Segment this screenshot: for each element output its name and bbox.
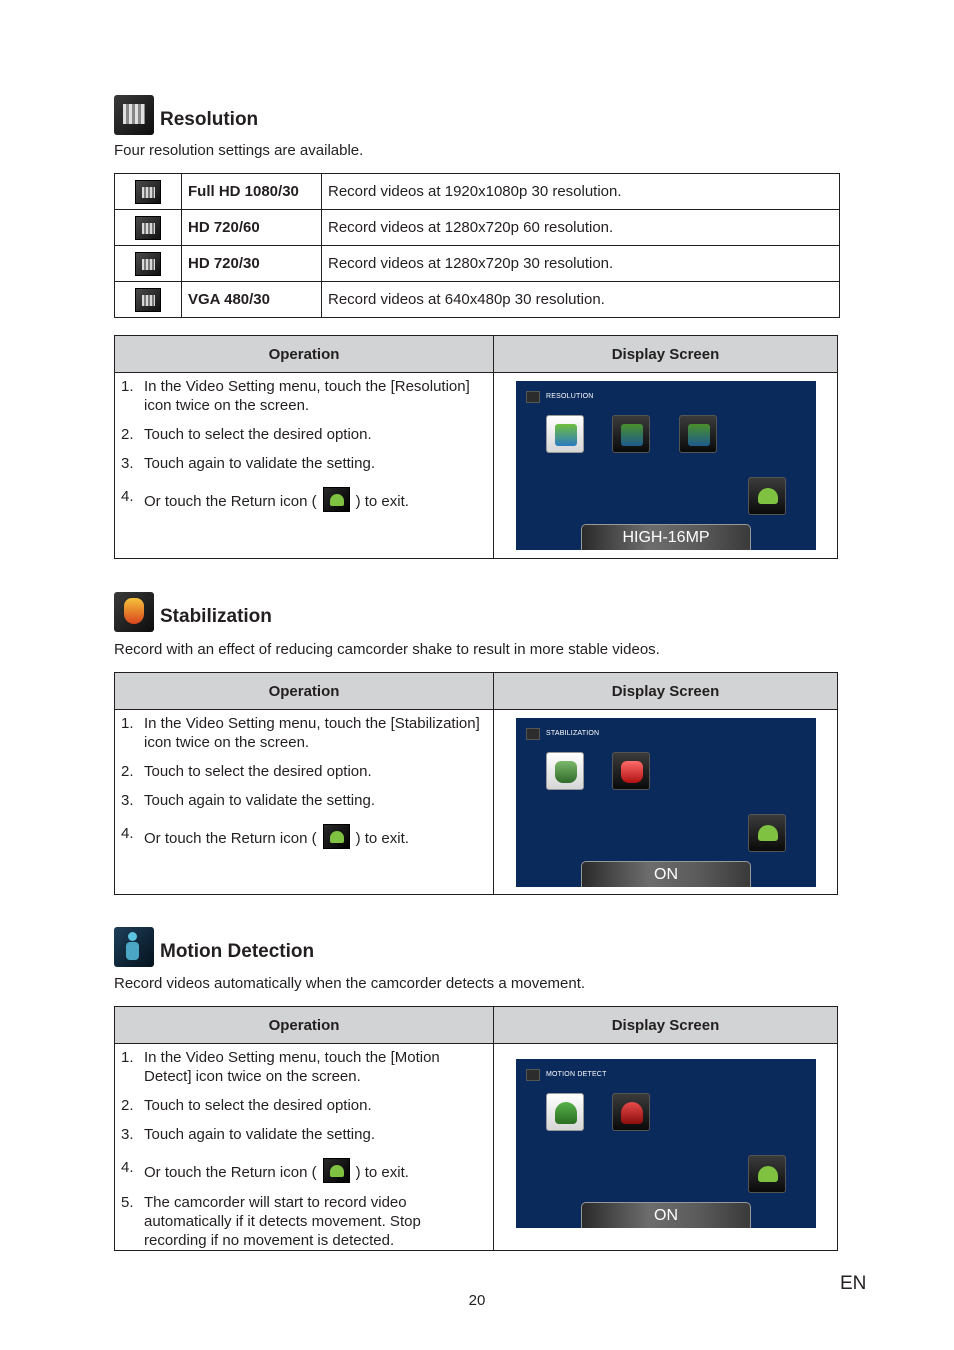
display-screen-cell (494, 1044, 838, 1251)
resolution-options-table (114, 173, 840, 318)
return-icon (323, 487, 350, 512)
section-title: Motion Detection (160, 941, 315, 962)
operation-steps (115, 373, 494, 559)
display-screen-cell (494, 373, 838, 559)
operation-steps (115, 1044, 494, 1251)
table-row (115, 246, 840, 282)
step-item: 2. Touch to select the desired option. (121, 763, 372, 780)
selected-option-bar: ON (581, 861, 751, 887)
motion-detect-off-button[interactable] (546, 1093, 584, 1131)
motion-detect-on-button[interactable] (612, 1093, 650, 1131)
page-number: 20 (468, 1292, 486, 1309)
operation-header: Operation (115, 1007, 494, 1044)
resolution-icon (114, 95, 154, 135)
step-item: 3. Touch again to validate the setting. (121, 792, 375, 809)
display-screen-cell (494, 710, 838, 895)
stabilization-operation-table (114, 672, 838, 895)
step-item: 1. In the Video Setting menu, touch the [Motion Detect] icon twice on the screen. (121, 1049, 440, 1085)
option-16mp-button[interactable] (546, 415, 584, 453)
option-description: Record videos at 640x480p 30 resolution. (322, 282, 840, 318)
option-description: Record videos at 1280x720p 60 resolution. (322, 210, 840, 246)
motion-detection-operation-table (114, 1006, 838, 1251)
selected-option-bar: HIGH-16MP (581, 524, 751, 550)
return-button[interactable] (748, 1155, 786, 1193)
full-hd-icon (135, 180, 161, 204)
motion-detect-screen (516, 1059, 816, 1228)
selected-option-bar: ON (581, 1202, 751, 1228)
resolution-screen (516, 381, 816, 550)
table-row (115, 282, 840, 318)
hd-720-30-icon (135, 252, 161, 276)
step-item: 3. Touch again to validate the setting. (121, 455, 375, 472)
section-title: Stabilization (160, 606, 272, 627)
step-item: 4. Or touch the Return icon ( ) to exit. (121, 825, 409, 847)
stabilization-icon (114, 592, 154, 632)
section-description: Four resolution settings are available. (114, 142, 364, 159)
step-item: 4. Or touch the Return icon ( ) to exit. (121, 488, 409, 510)
operation-steps (115, 710, 494, 895)
video-mode-icon (526, 728, 540, 740)
motion-detection-icon (114, 927, 154, 967)
stabilization-screen (516, 718, 816, 887)
vga-icon (135, 288, 161, 312)
resolution-operation-table (114, 335, 838, 559)
return-button[interactable] (748, 814, 786, 852)
section-title: Resolution (160, 109, 259, 130)
video-mode-icon (526, 1069, 540, 1081)
option-description: Record videos at 1920x1080p 30 resolution. (322, 174, 840, 210)
option-name: VGA 480/30 (182, 282, 322, 318)
option-name: HD 720/60 (182, 210, 322, 246)
return-icon (323, 824, 350, 849)
table-row (115, 174, 840, 210)
option-description: Record videos at 1280x720p 30 resolution. (322, 246, 840, 282)
step-item: 1. In the Video Setting menu, touch the [Resolution] icon twice on the screen. (121, 378, 470, 414)
stabilization-off-button[interactable] (546, 752, 584, 790)
section-description: Record videos automatically when the camcorder detects a movement. (114, 975, 586, 992)
step-item: 5. The camcorder will start to record video automatically if it detects movement. Stop recording if no movement is detected. (121, 1194, 421, 1249)
language-label: EN (840, 1273, 867, 1294)
step-item: 2. Touch to select the desired option. (121, 1097, 372, 1114)
screen-title: RESOLUTION (546, 393, 594, 400)
display-screen-header: Display Screen (494, 1007, 838, 1044)
section-description: Record with an effect of reducing camcorder shake to result in more stable videos. (114, 641, 660, 658)
option-5mp-button[interactable] (679, 415, 717, 453)
video-mode-icon (526, 391, 540, 403)
step-item: 4. Or touch the Return icon ( ) to exit. (121, 1159, 409, 1181)
step-item: 1. In the Video Setting menu, touch the [Stabilization] icon twice on the screen. (121, 715, 480, 751)
return-icon (323, 1158, 350, 1183)
option-name: HD 720/30 (182, 246, 322, 282)
hd-720-60-icon (135, 216, 161, 240)
display-screen-header: Display Screen (494, 673, 838, 710)
table-row (115, 210, 840, 246)
stabilization-on-button[interactable] (612, 752, 650, 790)
screen-title: MOTION DETECT (546, 1071, 607, 1078)
return-button[interactable] (748, 477, 786, 515)
step-item: 2. Touch to select the desired option. (121, 426, 372, 443)
screen-title: STABILIZATION (546, 730, 600, 737)
step-item: 3. Touch again to validate the setting. (121, 1126, 375, 1143)
display-screen-header: Display Screen (494, 336, 838, 373)
operation-header: Operation (115, 336, 494, 373)
option-name: Full HD 1080/30 (182, 174, 322, 210)
option-8mp-button[interactable] (612, 415, 650, 453)
operation-header: Operation (115, 673, 494, 710)
